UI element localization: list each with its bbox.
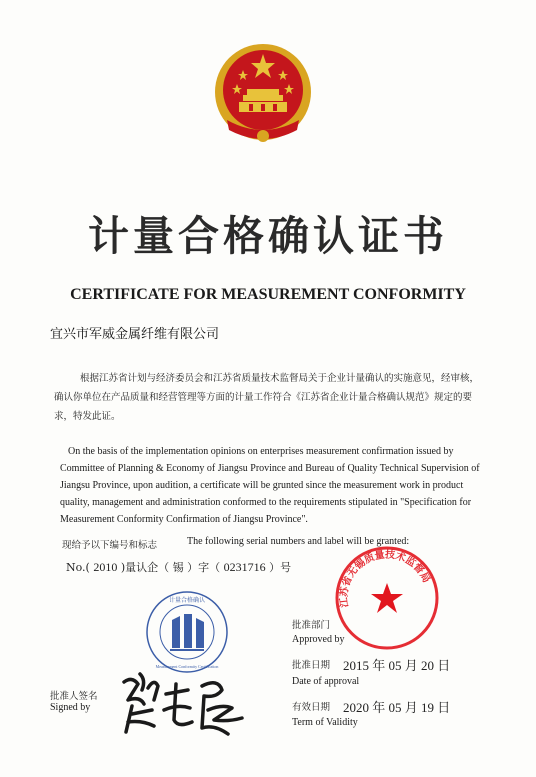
approved-by-en: Approved by [292,634,345,645]
body-paragraph-en: On the basis of the implementation opinions on enterprises measurement confirmation issued by Committee of Planning & Economy of Jiangsu Province and Bureau of Quality Technical Supervision of Jiangsu Province, upon audition, a certificate will be grunted since the measurement work in product quality, management and administration conformed to the requirements stipulated in "Specification for Measurement Conformity Confirmation of Jiangsu Province". [60,446,480,525]
serial-suffix: ）号 [269,561,292,574]
approval-date-label-en: Date of approval [292,676,360,687]
certificate-title-cn: 计量合格确认证书 [88,212,448,260]
validity-date: 2020 年 05 月 19 日 [343,700,451,715]
measurement-conformity-mark-icon [144,590,230,674]
grant-statement-cn: 现给予以下编号和标志 [62,540,158,551]
handwritten-signature [118,670,250,740]
signed-by-en: Signed by [50,702,91,713]
serial-number: 0231716 [223,560,266,574]
approval-date: 2015 年 05 月 20 日 [343,658,451,673]
serial-mid-1: )量认企（ [120,561,170,574]
mark-text-en: Measurement Conformity Certification [155,664,219,669]
grant-statement-en: The following serial numbers and label will be granted: [187,536,410,547]
approved-by-cn: 批准部门 [292,620,331,631]
seal-text: 江苏省无锡质量技术监督局 [338,549,432,609]
validity-label-cn: 有效日期 [292,702,331,713]
serial-region: 锡 [172,561,184,574]
serial-number-line [66,559,291,575]
body-paragraph-cn: 根据江苏省计划与经济委员会和江苏省质量技术监督局关于企业计量确认的实施意见，经审核，确认你单位在产品质量和经营管理等方面的计量工作符合《江苏省企业计量合格确认规范》规定的要求，特发此证。 [54,373,480,422]
official-seal-icon [332,543,442,653]
company-name: 宜兴市军威金属纤维有限公司 [50,327,220,342]
serial-prefix: No.( [66,561,90,574]
serial-mid-2: ）字（ [187,561,221,574]
mark-text: 计量合格确认 [168,597,206,604]
serial-year: 2010 [93,560,118,574]
certificate-title-en: CERTIFICATE FOR MEASUREMENT CONFORMITY [70,286,466,303]
validity-label-en: Term of Validity [292,717,358,728]
signed-by-cn: 批准人签名 [50,691,98,702]
national-emblem-icon [213,40,313,150]
approval-date-label-cn: 批准日期 [292,660,331,671]
